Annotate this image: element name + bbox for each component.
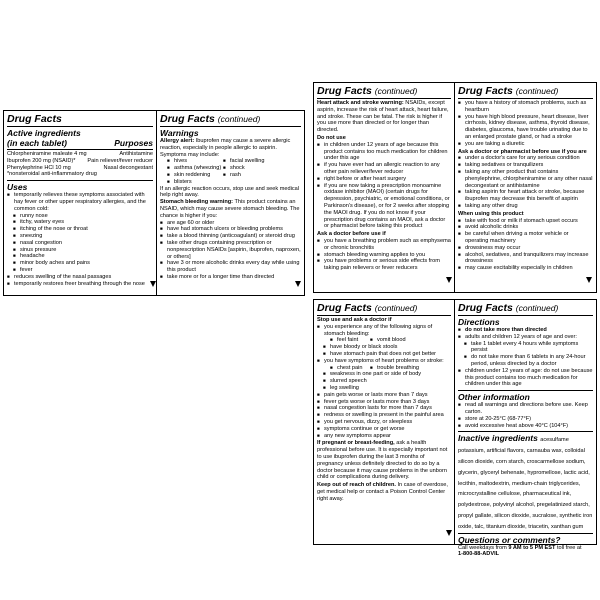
do-not-use-list <box>317 142 451 230</box>
list-item: ■ be careful when driving a motor vehicle or operating machinery <box>458 231 593 245</box>
list-item: ■ nasal congestion <box>7 240 153 247</box>
ingredient-row: Phenylephrine HCl 10 mg Nasal decongestant <box>7 164 153 171</box>
continue-arrow-icon <box>446 530 452 536</box>
list-item: ■ reduces swelling of the nasal passages <box>7 274 153 281</box>
list-item: ■ weakness in one part or side of body <box>317 371 451 378</box>
list-item: ■ you get nervous, dizzy, or sleepless <box>317 419 451 426</box>
list-item: ■ avoid alcoholic drinks <box>458 224 593 231</box>
panel1-right-column <box>157 111 304 295</box>
ask-doctor-list-continued <box>458 100 593 148</box>
list-item: ■ taking aspirin for heart attack or stroke, because ibuprofen may decrease this benefit of aspirin <box>458 189 593 203</box>
questions-text: Call weekdays from 9 AM to 5 PM EST toll free at <box>458 544 582 551</box>
list-item: ■ fever gets worse or lasts more than 3 days <box>317 399 451 406</box>
ask-pharmacist-heading: Ask a doctor or pharmacist before use if you are <box>458 148 587 155</box>
symptom-pair: ■ feel faint ■ vomit blood <box>317 337 451 344</box>
active-ingredients-heading: Active ingredients <box>7 128 81 138</box>
nsaid-footnote: *nonsteroidal anti-inflammatory drug <box>7 171 97 178</box>
warnings-heading: Warnings <box>160 128 199 138</box>
list-item: ■ you have problems or serious side effects from taking pain relievers or fever reducers <box>317 258 451 272</box>
list-item: ■ runny nose <box>7 213 153 220</box>
list-item: ■ do not take more than 6 tablets in any 24-hour period, unless directed by a doctor <box>458 354 593 368</box>
list-item: ■ you have a history of stomach problems, such as heartburn <box>458 100 593 114</box>
list-item: ■ taking any other product that contains phenylephrine, chlorpheniramine or any other nasal decongestant or antihistamine <box>458 169 593 189</box>
other-information-heading: Other information <box>458 390 593 402</box>
list-item: ■ have had stomach ulcers or bleeding problems <box>160 226 301 233</box>
list-item: ■ may cause excitability especially in children <box>458 265 593 272</box>
ask-doctor-list <box>317 238 451 272</box>
list-item: ■ store at 20-25°C (68-77°F) <box>458 416 593 423</box>
list-item: ■ are age 60 or older <box>160 220 301 227</box>
list-item: ■ minor body aches and pains <box>7 260 153 267</box>
list-item: ■ nasal congestion lasts for more than 7 days <box>317 405 451 412</box>
ingredient-list <box>7 151 153 178</box>
stomach-risk-list <box>160 220 301 281</box>
list-item: ■ adults and children 12 years of age and over: <box>458 334 593 341</box>
list-item: ■ take other drugs containing prescription or nonprescription NSAIDs [aspirin, ibuprofen, naproxen, or others] <box>160 240 301 260</box>
list-item: ■ take more or for a longer time than directed <box>160 274 301 281</box>
symptom-pair: ■ hives ■ facial swelling <box>160 158 301 165</box>
panel2-left-column <box>314 83 454 292</box>
allergy-after-text: If an allergic reaction occurs, stop use and seek medical help right away. <box>160 185 299 199</box>
continue-arrow-icon <box>446 277 452 283</box>
list-item: ■ right before or after heart surgery <box>317 176 451 183</box>
inactive-ingredients-block: Inactive ingredients acesulfame potassium, artificial flavors, carnauba wax, colloidal silicon dioxide, corn starch, croscarmellose sodium, glycerin, glyceryl behenate, hypromellose, lactic acid, lecithin, maltodextrin, medium-chain triglycerides, microcrystalline cellulose, pharmaceutical ink, polydextrose, polyvinyl alcohol, pregelatinized starch, propyl gallate, silicon dioxide, sucralose, synthetic iron oxide, talc, titanium dioxide, triacetin, xanthan gum <box>458 433 593 530</box>
heart-stroke-warning: Heart attack and stroke warning: NSAIDs, except aspirin, increase the risk of heart attack, heart failure, and stroke. These can be fatal. The risk is higher if you use more than directed or for longer than directed. <box>317 100 449 134</box>
inactive-ingredients-text: acesulfame potassium, artificial flavors, carnauba wax, colloidal silicon dioxide, corn starch, croscarmellose sodium, glycerin, glyceryl behenate, hypromellose, lactic acid, lecithin, maltodextrin, medium-chain triglycerides, microcrystalline cellulose, pharmaceutical ink, polydextrose, polyvinyl alcohol, pregelatinized starch, propyl gallate, silicon dioxide, sucralose, synthetic iron oxide, talc, titanium dioxide, triacetin, xanthan gum <box>458 437 593 530</box>
list-item: ■ alcohol, sedatives, and tranquilizers may increase drowsiness <box>458 252 593 266</box>
uses-heading: Uses <box>7 180 153 192</box>
list-item: ■ under a doctor's care for any serious condition <box>458 155 593 162</box>
stop-use-heading: Stop use and ask a doctor if <box>317 317 392 323</box>
list-item: ■ take with food or milk if stomach upset occurs <box>458 218 593 225</box>
ingredient-row: Chlorpheniramine maleate 4 mg Antihistamine <box>7 151 153 157</box>
symptom-pair: ■ skin reddening ■ rash <box>160 172 301 179</box>
directions-heading: Directions <box>458 317 500 327</box>
do-not-use-heading: Do not use <box>317 134 346 141</box>
list-item: ■ sinus pressure <box>7 247 153 254</box>
drug-facts-panel-directions <box>313 299 597 558</box>
when-using-list <box>458 218 593 272</box>
uses-intro: ■ temporarily relieves these symptoms associated with hay fever or other upper respiratory allergies, and the common cold: <box>7 192 153 212</box>
list-item: ■ you are taking a diuretic <box>458 141 593 148</box>
drug-facts-title: Drug Facts <box>7 113 153 127</box>
drug-facts-title: Drug Facts (continued) <box>317 85 451 99</box>
list-item: ■ take a blood thinning (anticoagulant) or steroid drug <box>160 233 301 240</box>
list-item: ■ itchy, watery eyes <box>7 219 153 226</box>
list-item: ■ any new symptoms appear <box>317 433 451 440</box>
symptom-pair: ■ asthma (wheezing) ■ shock <box>160 165 301 172</box>
list-item: ■ you have symptoms of heart problems or stroke: <box>317 358 451 365</box>
list-item: ■ taking any other drug <box>458 203 593 210</box>
list-item: ■ drowsiness may occur <box>458 245 593 252</box>
symptom-pair: ■ blisters <box>160 179 301 186</box>
list-item: ■ fever <box>7 267 153 274</box>
when-using-heading: When using this product <box>458 210 524 217</box>
purposes-heading: Purposes <box>114 138 153 148</box>
stomach-bleeding-warning: Stomach bleeding warning: This product contains an NSAID, which may cause severe stomach bleeding. The chance is higher if you: <box>160 199 300 219</box>
pregnancy-warning: If pregnant or breast-feeding, ask a health professional before use. It is especially important not to use ibuprofen during the last 3 months of pregnancy unless definitely directed to do so by a doctor because it may cause problems in the unborn child or complications during delivery. <box>317 440 448 481</box>
ingredient-row: Ibuprofen 200 mg (NSAID)* Pain reliever/fever reducer <box>7 157 153 164</box>
list-item: ■ itching of the nose or throat <box>7 226 153 233</box>
list-item: ■ have 3 or more alcoholic drinks every day while using this product <box>160 260 301 274</box>
per-tablet-label: (in each tablet) <box>7 138 67 148</box>
drug-facts-title: Drug Facts (continued) <box>458 85 593 99</box>
phone-number: 1-800-88-ADVIL <box>458 551 500 558</box>
list-item: ■ sneezing <box>7 233 153 240</box>
ask-doctor-heading: Ask a doctor before use if <box>317 231 386 238</box>
list-item: ■ you experience any of the following signs of stomach bleeding: <box>317 324 451 338</box>
allergy-alert: Allergy alert: Ibuprofen may cause a severe allergic reaction, especially in people allergic to aspirin. Symptoms may include: <box>160 138 291 158</box>
panel2-right-column <box>455 83 596 292</box>
questions-heading: Questions or comments? <box>458 533 593 545</box>
list-item: ■ if you have ever had an allergic reaction to any other pain reliever/fever reducer <box>317 162 451 176</box>
symptom-pair: ■ chest pain ■ trouble breathing <box>317 365 451 372</box>
continue-arrow-icon <box>295 281 301 287</box>
list-item: ■ taking sedatives or tranquilizers <box>458 162 593 169</box>
panel3-right-column <box>455 300 596 558</box>
list-item: ■ temporarily restores freer breathing through the nose <box>7 281 153 288</box>
list-item: ■ children under 12 years of age: do not use because this product contains too much medication for children under this age <box>458 368 593 388</box>
uses-symptom-list <box>7 213 153 274</box>
panel1-left-column <box>4 111 156 295</box>
panel3-left-column <box>314 300 454 544</box>
list-item: ■ take 1 tablet every 4 hours while symptoms persist <box>458 341 593 355</box>
list-item: ■ read all warnings and directions before use. Keep carton. <box>458 402 593 416</box>
list-item: ■ you have high blood pressure, heart disease, liver cirrhosis, kidney disease, asthma, thyroid disease, diabetes, glaucoma, have trouble urinating due to an enlarged prostate gland, or had a stroke <box>458 114 593 141</box>
drug-facts-title: Drug Facts (continued) <box>317 302 451 316</box>
list-item: ■ leg swelling <box>317 385 451 392</box>
list-item: ■ symptoms continue or get worse <box>317 426 451 433</box>
list-item: ■ avoid excessive heat above 40°C (104°F) <box>458 423 593 430</box>
list-item: ■ stomach bleeding warning applies to you <box>317 252 451 259</box>
list-item: ■ slurred speech <box>317 378 451 385</box>
list-item: ■ you have a breathing problem such as emphysema or chronic bronchitis <box>317 238 451 252</box>
drug-facts-title: Drug Facts (continued) <box>160 113 301 127</box>
list-item: ■ have bloody or black stools <box>317 344 451 351</box>
list-item: ■ headache <box>7 253 153 260</box>
ask-pharmacist-list <box>458 155 593 209</box>
continue-arrow-icon <box>586 277 592 283</box>
stop-use-list <box>317 392 451 440</box>
list-item: ■ have stomach pain that does not get better <box>317 351 451 358</box>
list-item: ■ redness or swelling is present in the painful area <box>317 412 451 419</box>
drug-facts-panel-front <box>3 110 305 296</box>
list-item: ■ in children under 12 years of age because this product contains too much medication for children under this age <box>317 142 451 162</box>
continue-arrow-icon <box>150 281 156 287</box>
drug-facts-title: Drug Facts (continued) <box>458 302 593 316</box>
list-item: ■ do not take more than directed <box>458 327 593 334</box>
keep-out-of-reach: Keep out of reach of children. In case of overdose, get medical help or contact a Poison Control Center right away. <box>317 482 448 502</box>
list-item: ■ pain gets worse or lasts more than 7 days <box>317 392 451 399</box>
drug-facts-panel-warnings <box>313 82 597 293</box>
list-item: ■ if you are now taking a prescription monoamine oxidase inhibitor (MAOI) (certain drugs for depression, psychiatric, or emotional conditions, or Parkinson's disease), or for 2 weeks after stopping the MAOI drug. If you do not know if your prescription drug contains an MAOI, ask a doctor or pharmacist before taking this product <box>317 183 451 231</box>
